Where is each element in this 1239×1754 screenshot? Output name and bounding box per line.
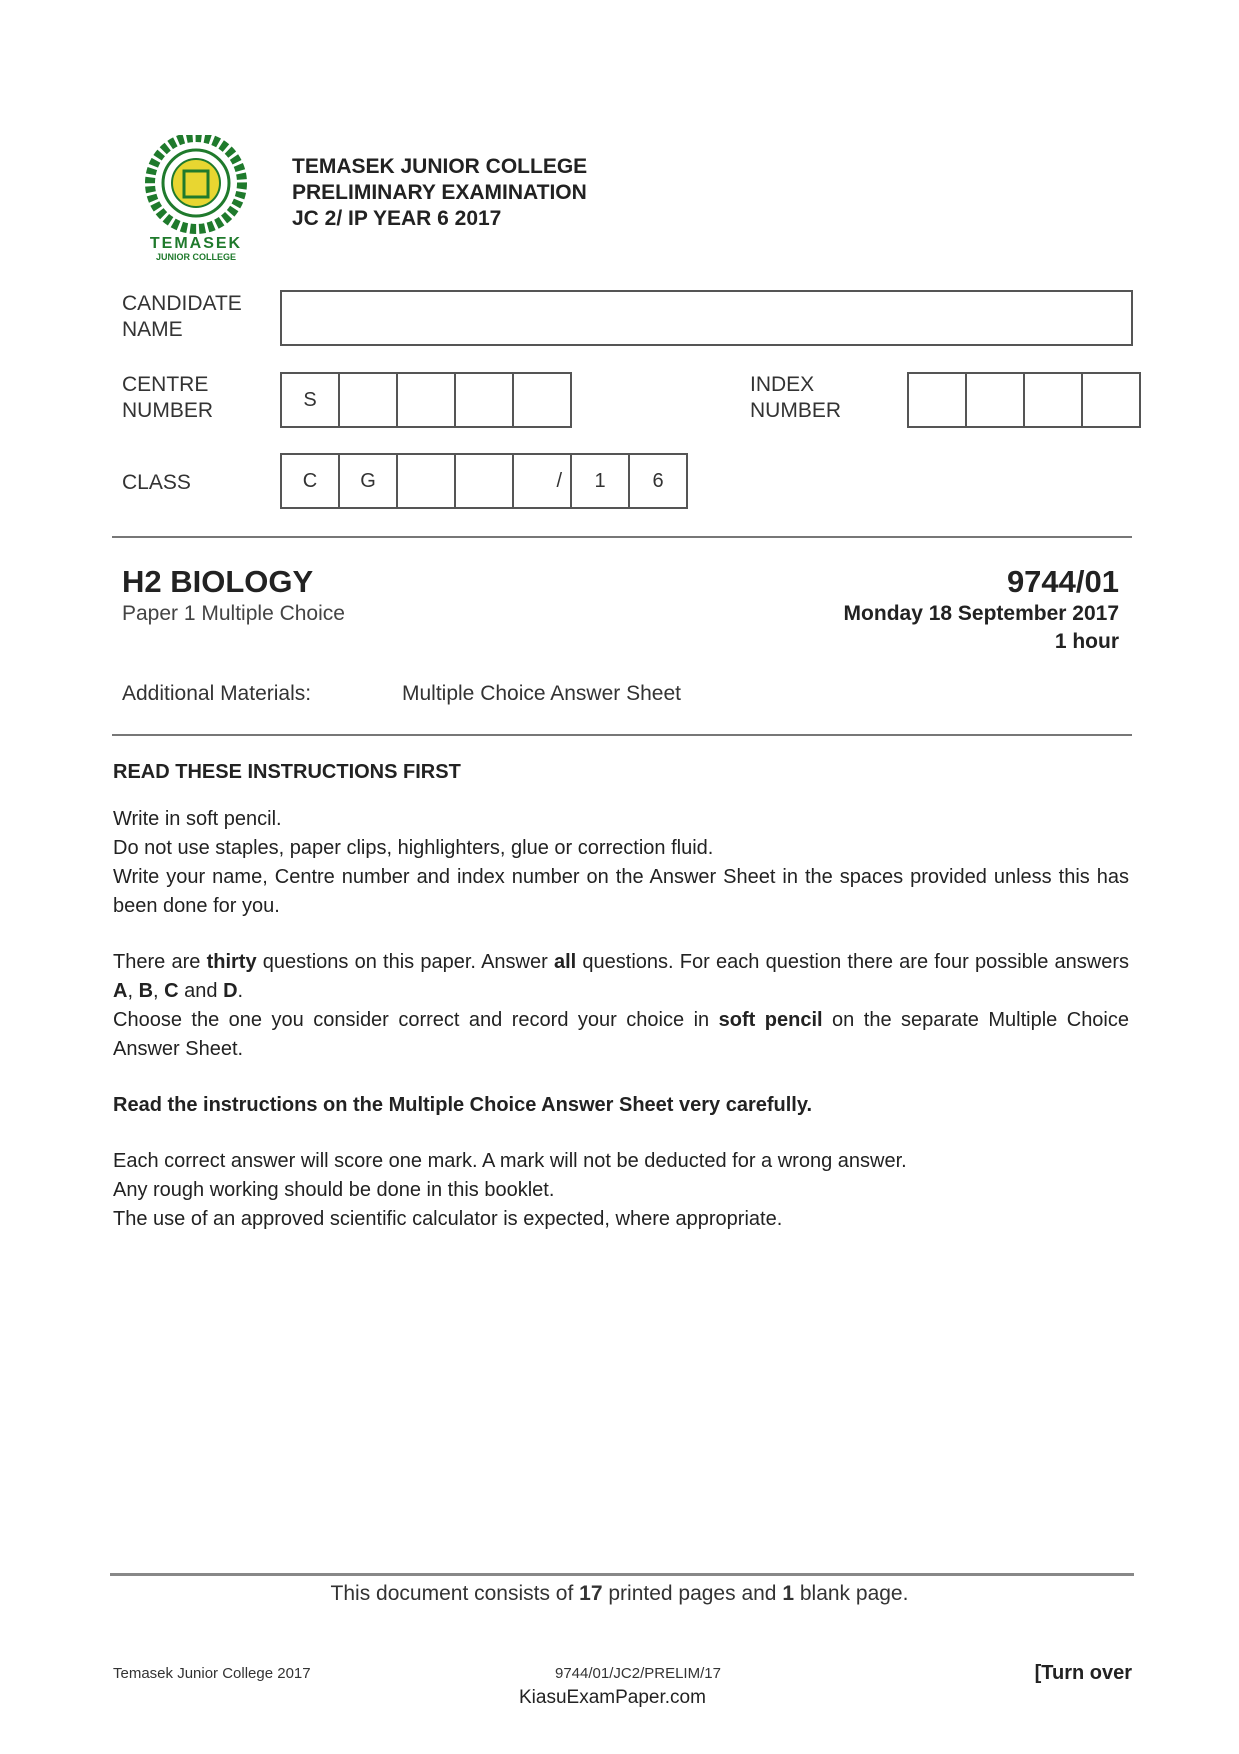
exam-date: Monday 18 September 2017 <box>843 602 1119 625</box>
divider <box>112 734 1132 736</box>
footer-divider <box>110 1573 1134 1576</box>
exam-name: PRELIMINARY EXAMINATION <box>292 181 587 204</box>
class-cell[interactable]: 6 <box>652 469 664 492</box>
svg-text:TEMASEK: TEMASEK <box>149 235 243 252</box>
index-number-field[interactable] <box>907 372 1141 428</box>
footer-code: 9744/01/JC2/PRELIM/17 <box>555 1665 721 1682</box>
class-cell[interactable] <box>456 455 514 507</box>
candidate-name-field[interactable] <box>280 290 1133 346</box>
turn-over: [Turn over <box>1034 1662 1132 1684</box>
paper-subtitle: Paper 1 Multiple Choice <box>122 602 345 625</box>
centre-cell[interactable] <box>514 374 570 426</box>
class-cell[interactable]: / <box>514 455 572 507</box>
paper-code: 9744/01 <box>1006 564 1119 599</box>
class-cell[interactable]: 1 <box>572 455 630 507</box>
class-cell[interactable]: C <box>282 455 340 507</box>
class-cell[interactable] <box>398 455 456 507</box>
class-cell[interactable]: G <box>340 455 398 507</box>
centre-cell[interactable] <box>456 374 514 426</box>
instructions-body: Write in soft pencil. Do not use staples, paper clips, highlighters, glue or correction fluid. Write your name, Centre number and index number on the Answer Sheet in the spaces provided unless this has been done for you. There are thirty questions on this paper. Answer all questions. For each question there are four possible answers A, B, C and D. Choose the one you consider correct and record your choice in soft pencil on the separate Multiple Choice Answer Sheet. Read the instructions on the Multiple Choice Answer Sheet very carefully. Each correct answer will score one mark. A mark will not be deducted for a wrong answer. Any rough working should be done in this booklet. The use of an approved scientific calculator is expected, where appropriate. <box>113 808 1130 1230</box>
candidate-name-label: CANDIDATE NAME <box>122 292 242 341</box>
footer-left: Temasek Junior College 2017 <box>113 1665 311 1682</box>
centre-number-field[interactable] <box>280 372 572 428</box>
index-cell[interactable] <box>967 374 1025 426</box>
index-cell[interactable] <box>1025 374 1083 426</box>
exam-duration: 1 hour <box>1054 630 1119 653</box>
class-field[interactable] <box>280 453 688 509</box>
divider <box>112 536 1132 538</box>
materials-label: Additional Materials: <box>122 682 312 705</box>
subject-title: H2 BIOLOGY <box>122 564 314 599</box>
page-count: This document consists of 17 printed pages and 1 blank page. <box>330 1582 909 1605</box>
exam-level: JC 2/ IP YEAR 6 2017 <box>292 207 502 230</box>
centre-cell[interactable] <box>398 374 456 426</box>
class-label: CLASS <box>122 471 191 494</box>
index-cell[interactable] <box>909 374 967 426</box>
watermark: KiasuExamPaper.com <box>519 1687 706 1708</box>
centre-number-label: CENTRE NUMBER <box>122 373 214 422</box>
centre-cell[interactable] <box>340 374 398 426</box>
centre-cell[interactable]: S <box>282 374 340 426</box>
college-logo <box>140 135 252 265</box>
index-number-label: INDEX NUMBER <box>750 373 842 422</box>
college-name: TEMASEK JUNIOR COLLEGE <box>292 155 588 178</box>
materials-value: Multiple Choice Answer Sheet <box>402 682 681 705</box>
svg-text:JUNIOR COLLEGE: JUNIOR COLLEGE <box>155 252 237 262</box>
instructions-title: READ THESE INSTRUCTIONS FIRST <box>113 761 461 783</box>
index-cell[interactable] <box>1083 374 1139 426</box>
